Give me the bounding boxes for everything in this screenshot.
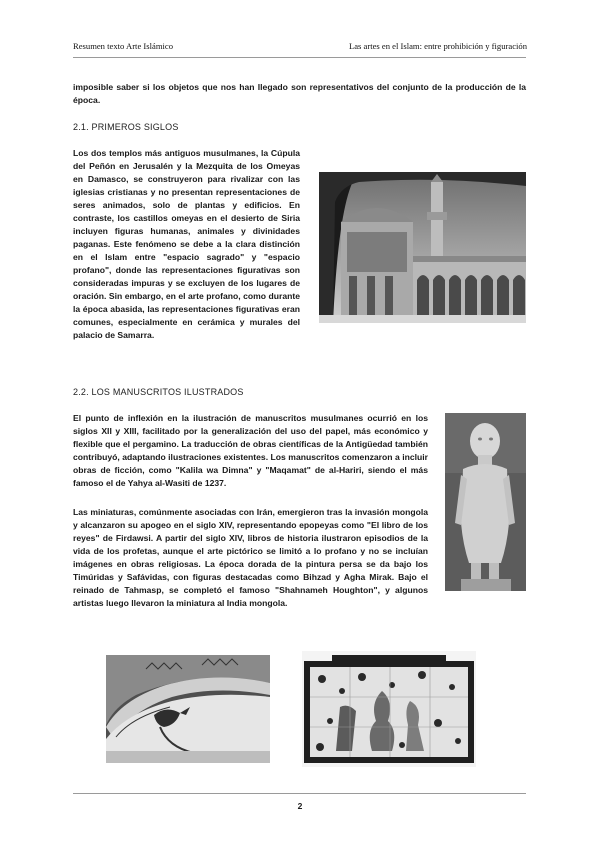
- intro-paragraph: imposible saber si los objetos que nos han llegado son representativos del conjunto de la producción de la época.: [73, 82, 526, 105]
- section2-paragraph-2: Las miniaturas, comúnmente asociadas con Irán, emergieron tras la invasión mongola y alcanzaron su apogeo en el siglo XIV, representando epopeyas como "El libro de los reyes" de Firdawsi. A partir del siglo XIV, libros de historia ilustraron episodios de la vida de los profetas, aunque el arte pictórico se limitó a lo profano y no se incluían imágenes en obras religiosas. La época dorada de la pintura persa se da bajo los Timúridas y Safávidas, con figuras destacadas como Bihzad y Agha Mirak. Bajo el reinado de Tahmasp, se completó el famoso "Shahnameh Houghton", y algunos artistas luego llevaron la miniatura al India mongola.: [73, 507, 428, 608]
- header-rule: [73, 57, 526, 58]
- ceramic-fragment-photo: [106, 655, 270, 763]
- section-heading-manuscritos: 2.2. LOS MANUSCRITOS ILUSTRADOS: [73, 387, 244, 397]
- statue-photo: [445, 413, 526, 591]
- footer-rule: [73, 793, 526, 794]
- page-number: 2: [297, 801, 303, 811]
- running-header-right: Las artes en el Islam: entre prohibición y figuración: [348, 41, 527, 51]
- running-header-left: Resumen texto Arte Islámico: [73, 41, 173, 51]
- tile-panel-photo: [302, 651, 476, 767]
- section-heading-primeros-siglos: 2.1. PRIMEROS SIGLOS: [73, 122, 179, 132]
- section2-paragraph-1: El punto de inflexión en la ilustración de manuscritos musulmanes ocurrió en los siglos XII y XIII, facilitado por la generalización del uso del papel, más económico y flexible que el pergamino. La traducción de obras científicas de la Antigüedad también contribuyó, adaptando ilustraciones existentes. Los manuscritos comenzaron a incluir obras de ficción, como "Kalila wa Dimna" y "Maqamat" de al-Hariri, siendo el más famoso el de Yahya al-Wasiti de 1237.: [73, 413, 428, 488]
- mosque-photo: [319, 172, 526, 323]
- section1-paragraph: Los dos templos más antiguos musulmanes, la Cúpula del Peñón en Jerusalén y la Mezquita de los Omeyas en Damasco, se construyeron para rivalizar con las iglesias cristianas y no presentan representaciones de seres animados, solo de plantas y edificios. En contraste, los castillos omeyas en el desierto de Siria incluyen figuras humanas, animales y divinidades paganas. Este fenómeno se debe a la clara distinción en el Islam entre "espacio sagrado" y "espacio profano", donde las representaciones figurativas son consideradas impuras y se excluyen de los lugares de oración. Sin embargo, en el arte profano, como durante la época abasida, las representaciones figurativas eran comunes, especialmente en cerámica y murales del palacio de Samarra.: [73, 148, 300, 340]
